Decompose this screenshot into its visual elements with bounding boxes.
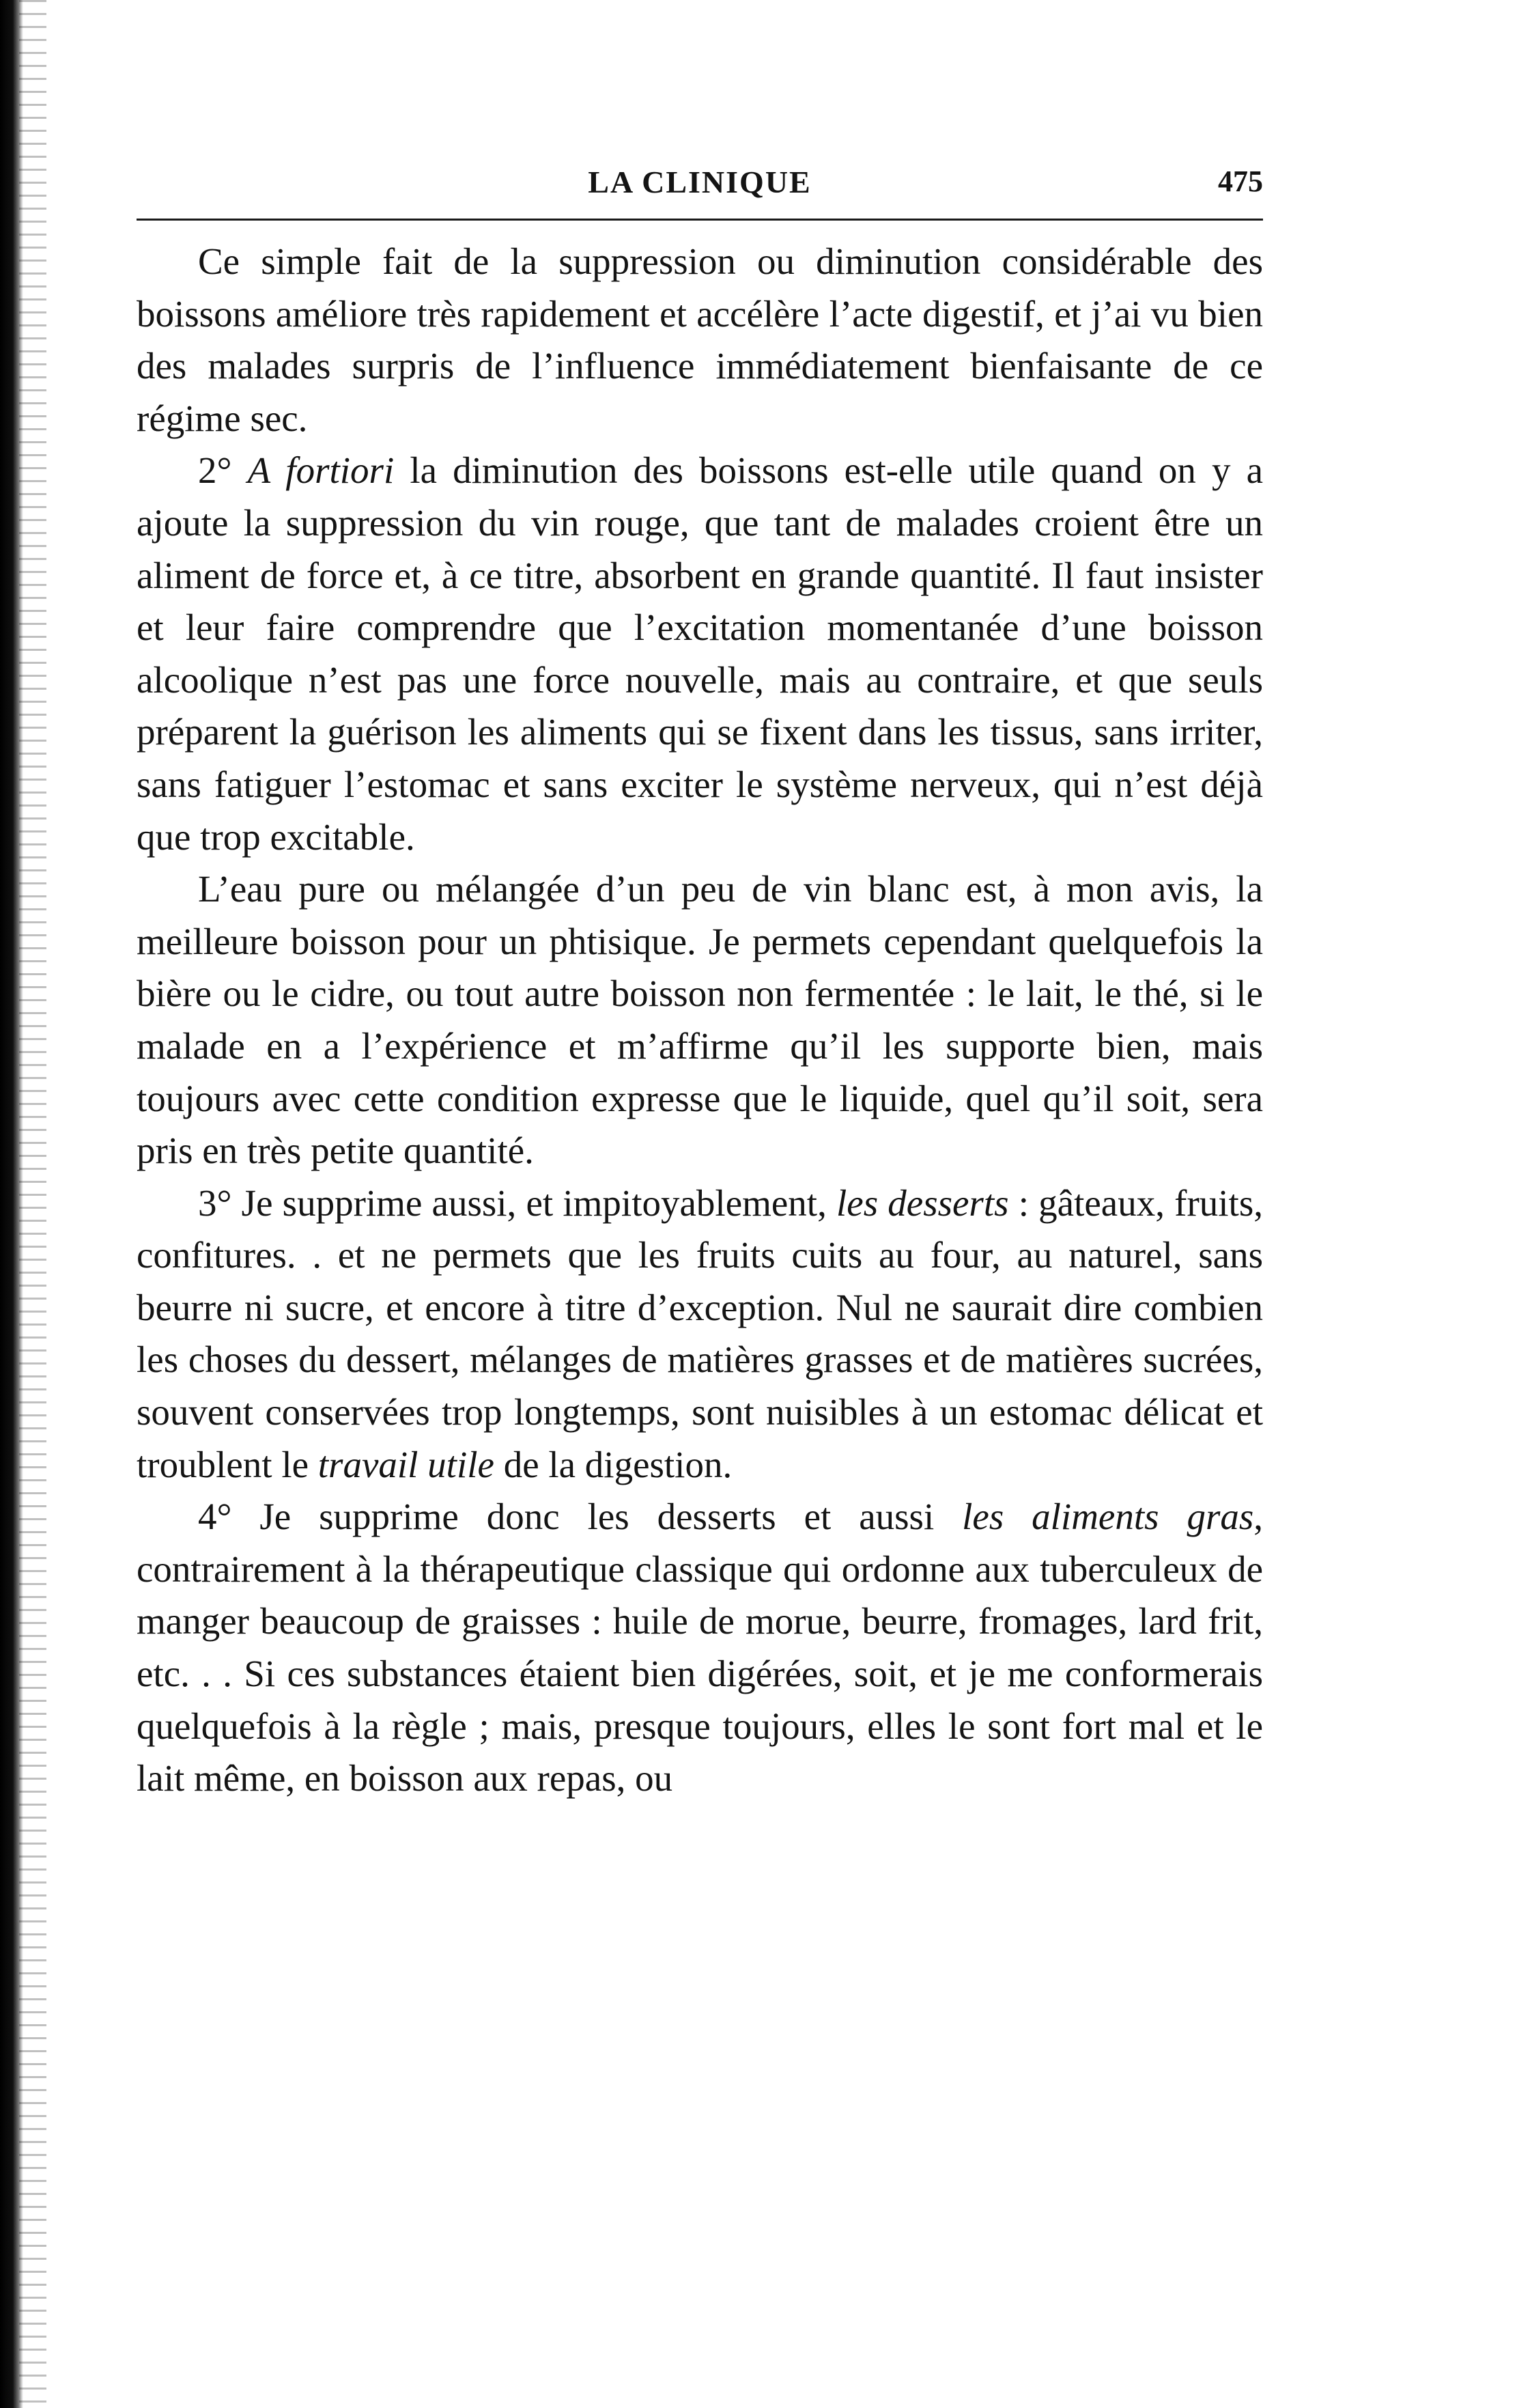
paragraph xyxy=(137,236,1263,445)
text-run: 3° Je supprime aussi, et impitoyablement, xyxy=(198,1181,837,1224)
text-run: de la digestion. xyxy=(494,1443,733,1485)
book-page xyxy=(137,157,1263,1805)
running-head xyxy=(137,157,1263,219)
paragraph xyxy=(137,1177,1263,1492)
paragraph xyxy=(137,1491,1263,1805)
header-rule xyxy=(137,219,1263,221)
text-run: , contrairement à la thérapeutique classique qui ordonne aux tuberculeux de manger beaucoup de graisses : huile de morue, beurre, fromages, lard frit, etc. . . Si ces substances étaient bien digérées, soit, et je me conformerais quelquefois à la règle ; mais, presque toujours, elles le sont fort mal et le lait même, en boisson aux repas, ou xyxy=(137,1496,1263,1800)
italic-text-run: les desserts xyxy=(836,1181,1009,1224)
text-run: : gâteaux, fruits, confitures. . et ne permets que les fruits cuits au four, au naturel, sans beurre ni sucre, et encore à titre d’exception. Nul ne saurait dire combien les choses du dessert, mélanges de matières grasses et de matières sucrées, souvent conservées trop longtemps, sont nuisibles à un estomac délicat et troublent le xyxy=(137,1181,1263,1485)
page-number: 475 xyxy=(1218,165,1263,198)
italic-text-run: les aliments gras xyxy=(962,1496,1254,1538)
body-text xyxy=(137,236,1263,1805)
running-title: LA CLINIQUE xyxy=(588,165,812,199)
text-run: 2° xyxy=(198,449,248,492)
paragraph xyxy=(137,863,1263,1177)
text-run: Ce simple fait de la suppression ou diminution considérable des boissons améliore très rapidement et accélère l’acte digestif, et j’ai vu bien des malades surpris de l’influence immédiatement bienfaisante de ce régime sec. xyxy=(137,240,1263,439)
text-run: L’eau pure ou mélangée d’un peu de vin blanc est, à mon avis, la meilleure boisson pour un phtisique. Je permets cependant quelquefois la bière ou le cidre, ou tout autre boisson non fermentée : le lait, le thé, si le malade en a l’expérience et m’affirme qu’il les supporte bien, mais toujours avec cette condition expresse que le liquide, quel qu’il soit, sera pris en très petite quantité. xyxy=(137,868,1263,1172)
paragraph xyxy=(137,445,1263,863)
scan-edge-texture xyxy=(19,0,46,2408)
italic-text-run: travail utile xyxy=(317,1443,494,1485)
italic-text-run: A fortiori xyxy=(247,449,395,492)
text-run: la diminution des boissons est-elle utile quand on y a ajoute la suppression du vin rouge, que tant de malades croient être un aliment de force et, à ce titre, absorbent en grande quantité. Il faut insister et leur faire comprendre que l’excitation momentanée d’une boisson alcoolique n’est pas une force nouvelle, mais au contraire, et que seuls préparent la guérison les aliments qui se fixent dans les tissus, sans irriter, sans fatiguer l’estomac et sans exciter le système nerveux, qui n’est déjà que trop excitable. xyxy=(137,449,1263,858)
text-run: 4° Je supprime donc les desserts et aussi xyxy=(198,1496,963,1538)
